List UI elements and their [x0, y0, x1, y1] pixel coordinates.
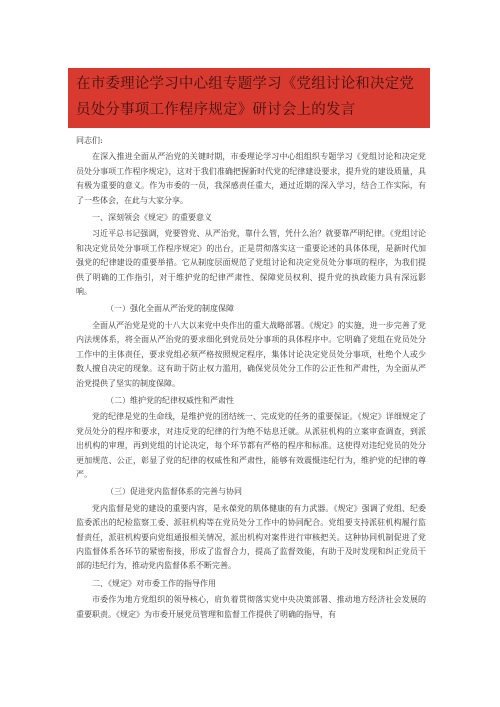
- paragraph-supervision-system: 党内监督是党的建设的重要内容，是永葆党的肌体健康的有力武器。《规定》强调了党组、纪委监委派出的纪检监察工委、派驻机构等在党员处分工作中的协同配合。党组要支持派驻机构履行监督责任，派驻机构要向党组通报相关情况，派出机构对案件进行审核把关。这种协同机制促进了党内监督体系各环节的紧密衔接，形成了监督合力，提高了监督效能，有助于及时发现和纠正党员干部的违纪行为，推动党内监督体系不断完善。: [76, 503, 426, 571]
- salutation: 同志们:: [76, 136, 103, 145]
- title-banner: [68, 68, 430, 128]
- paragraph-guidance: 市委作为地方党组织的领导核心，肩负着贯彻落实党中央决策部署、推动地方经济社会发展的重要职责。《规定》为市委开展党员管理和监督工作提供了明确的指导，有: [76, 595, 426, 619]
- intro-paragraph: 在深入推进全面从严治党的关键时期，市委理论学习中心组组织专题学习《党组讨论和决定党员处分事项工作程序规定》，这对于我们准确把握新时代党的纪律建设要求，提升党的建设质量，具有极为重要的意义。作为市委的一员，我深感责任重大，通过近期的深入学习，结合工作实际，有了一些体会，在此与大家分享。: [76, 152, 426, 205]
- document-title: 在市委理论学习中心组专题学习《党组讨论和决定党员处分事项工作程序规定》研讨会上的发言: [76, 76, 415, 118]
- document-body: [76, 134, 426, 622]
- subheading-2: （二）维护党的纪律权威性和严肃性: [106, 395, 234, 405]
- subheading-1: （一）强化全面从严治党的制度保障: [106, 304, 234, 314]
- subheading-3: （三）促进党内监督体系的完善与协同: [106, 487, 242, 497]
- paragraph-discipline-authority: 党的纪律是党的生命线，是维护党的团结统一、完成党的任务的重要保证。《规定》详细规定了党员处分的程序和要求，对违反党的纪律的行为绝不姑息迁就。从派驻机构的立案审查调查，到派出机构的审理，再到党组的讨论决定，每个环节都有严格的程序和标准。这使得对违纪党员的处分更加规范、公正，彰显了党的纪律的权威性和严肃性，能够有效震慑违纪行为，维护党的纪律的尊严。: [76, 412, 426, 479]
- paragraph-system-guarantee: 全面从严治党是党的十八大以来党中央作出的重大战略部署。《规定》的实施，进一步完善了党内法规体系，将全面从严治党的要求细化到党员处分事项的具体程序中。它明确了党组在党员处分工作中的主体责任，要求党组必须严格按照规定程序，集体讨论决定党员处分事项，杜绝个人或少数人擅自决定的现象。这有助于防止权力滥用，确保党员处分工作的公正性和严肃性，为全面从严治党提供了坚实的制度保障。: [76, 320, 426, 388]
- section-heading-1: 一、深刻领会《规定》的重要意义: [92, 213, 212, 223]
- paragraph-significance: 习近平总书记强调，党要管党、从严治党，靠什么管，凭什么治？就要靠严明纪律。《党组讨论和决定党员处分事项工作程序规定》的出台，正是贯彻落实这一重要论述的具体体现，是新时代加强党的纪律建设的重要举措。它从制度层面规范了党组讨论和决定党员处分事项的程序，为我们提供了明确的工作指引，对于维护党的纪律严肃性、保障党员权利、提升党的执政能力具有深远影响。: [76, 229, 426, 297]
- section-heading-2: 二、《规定》对市委工作的指导作用: [92, 578, 216, 588]
